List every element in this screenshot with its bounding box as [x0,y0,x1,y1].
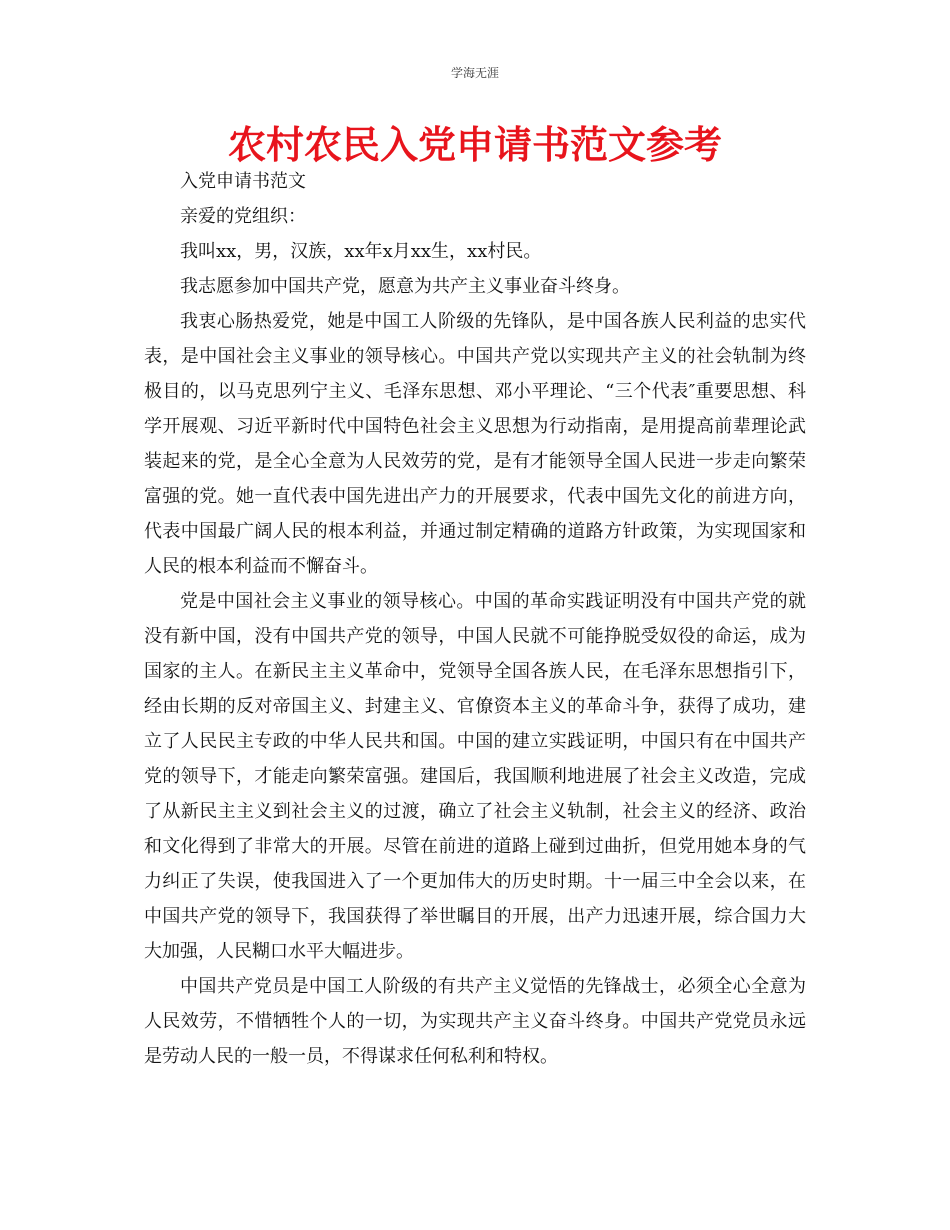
page-header: 学海无涯 [450,66,499,80]
paragraph: 我志愿参加中国共产党，愿意为共产主义事业奋斗终身。 [180,276,630,297]
paragraph: 入党申请书范文 [180,171,306,192]
paragraph: 我衷心肠热爱党，她是中国工人阶级的先锋队，是中国各族人民利益的忠实代表，是中国社会主义事业的领导核心。中国共产党以实现共产主义的社会轨制为终极目的，以马克思列宁主义、毛泽东思想、邓小平理论、“三个代表″重要思想、科学开展观、习近平新时代中国特色社会主义思想为行动指南，是用提高前辈理论武装起来的党，是全心全意为人民效劳的党，是有才能领导全国人民进一步走向繁荣富强的党。她一直代表中国先进出产力的开展要求，代表中国先文化的前进方向，代表中国最广阔人民的根本利益，并通过制定精确的道路方针政策，为实现国家和人民的根本利益而不懈奋斗。 [144,311,806,577]
paragraph: 我叫xx，男，汉族，xx年x月xx生，xx村民。 [180,241,542,262]
document-body [144,164,806,1074]
paragraph: 中国共产党员是中国工人阶级的有共产主义觉悟的先锋战士，必须全心全意为人民效劳，不惜牺牲个人的一切，为实现共产主义奋斗终身。中国共产党党员永远是劳动人民的一般一员，不得谋求任何私利和特权。 [144,976,806,1067]
document-title: 农村农民入党申请书范文参考 [227,123,722,167]
paragraph: 党是中国社会主义事业的领导核心。中国的革命实践证明没有中国共产党的就没有新中国，没有中国共产党的领导，中国人民就不可能挣脱受奴役的命运，成为国家的主人。在新民主主义革命中，党领导全国各族人民，在毛泽东思想指引下，经由长期的反对帝国主义、封建主义、官僚资本主义的革命斗争，获得了成功，建立了人民民主专政的中华人民共和国。中国的建立实践证明，中国只有在中国共产党的领导下，才能走向繁荣富强。建国后，我国顺利地进展了社会主义改造，完成了从新民主主义到社会主义的过渡，确立了社会主义轨制，社会主义的经济、政治和文化得到了非常大的开展。尽管在前进的道路上碰到过曲折，但党用她本身的气力纠正了失误，使我国进入了一个更加伟大的历史时期。十一届三中全会以来，在中国共产党的领导下，我国获得了举世瞩目的开展，出产力迅速开展，综合国力大大加强，人民糊口水平大幅进步。 [144,591,806,962]
paragraph: 亲爱的党组织： [180,206,306,227]
